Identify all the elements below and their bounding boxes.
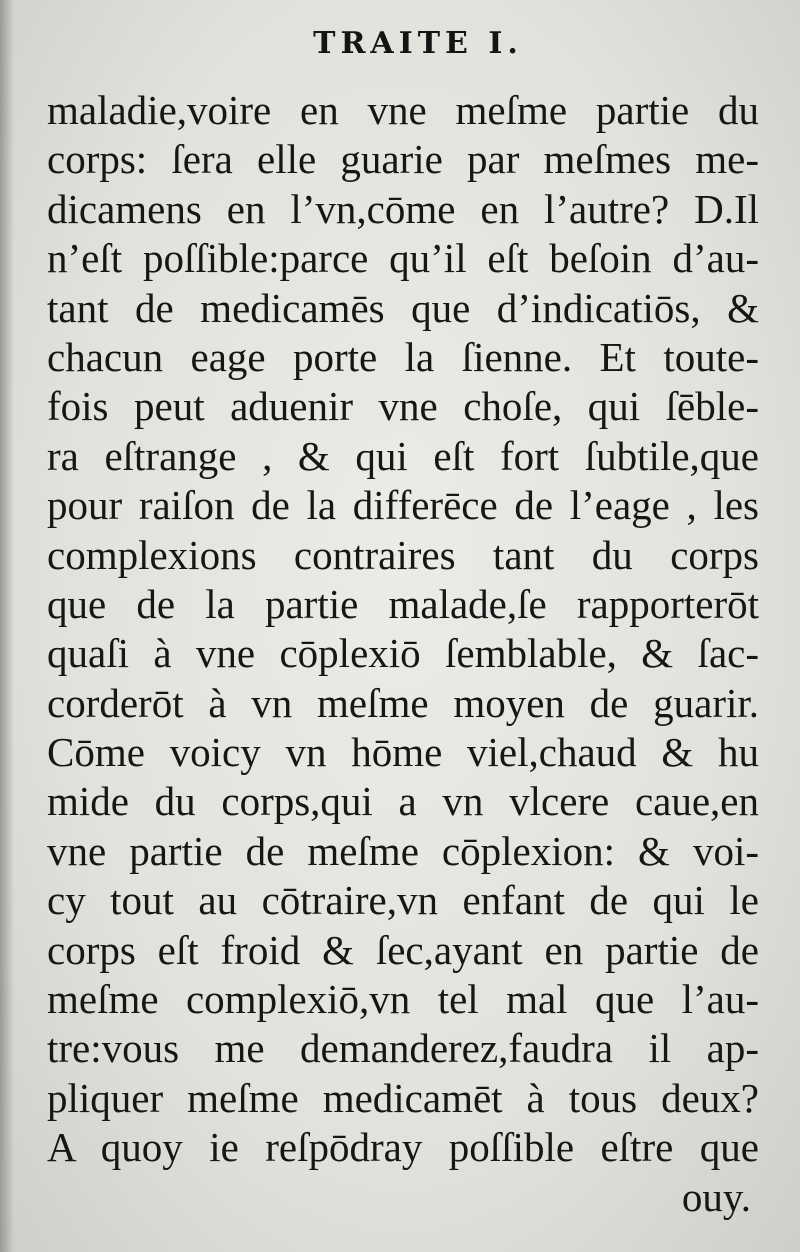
text-line: ra eſtrange , & qui eſt fort ſubtile,que xyxy=(47,432,759,479)
text-line: n’eſt poſſible:parce qu’il eſt beſoin d’au- xyxy=(47,235,759,282)
text-line: mide du corps,qui a vn vlcere caue,en xyxy=(47,778,759,825)
text-line: pliquer meſme medicamēt à tous deux? xyxy=(47,1074,759,1121)
text-line: complexions contraires tant du corps xyxy=(47,531,759,578)
text-line: tre:vous me demanderez,faudra il ap- xyxy=(47,1025,759,1072)
text-line: maladie,voire en vne meſme partie du xyxy=(47,87,759,133)
body-text xyxy=(47,86,759,1222)
text-line: tant de medicamēs que d’indicatiōs, & xyxy=(47,284,759,331)
text-line-final: ouy. xyxy=(681,1173,751,1220)
text-line: corps eſt froid & ſec,ayant en partie de xyxy=(47,926,759,973)
text-line: corderōt à vn meſme moyen de guarir. xyxy=(47,679,759,726)
text-line: vne partie de meſme cōplexion: & voi- xyxy=(47,827,759,874)
text-line: Cōme voicy vn hōme viel,chaud & hu xyxy=(47,729,759,776)
text-line: cy tout au cōtraire,vn enfant de qui le xyxy=(47,877,759,924)
text-line: A quoy ie reſpōdray poſſible eſtre que xyxy=(47,1124,759,1171)
text-line: pour raiſon de la differēce de l’eage , les xyxy=(47,482,759,529)
running-head: TRAITE I. xyxy=(313,26,523,61)
text-line: que de la partie malade,ſe rapporterōt xyxy=(47,580,759,627)
text-line: quaſi à vne cōplexiō ſemblable, & ſac- xyxy=(47,630,759,677)
text-line: fois peut aduenir vne choſe, qui ſēble- xyxy=(47,383,759,430)
page-gutter-shadow xyxy=(0,0,14,1252)
text-line: dicamens en l’vn,cōme en l’autre? D.Il xyxy=(47,185,759,232)
text-line: corps: ſera elle guarie par meſmes me- xyxy=(47,136,759,183)
text-line: chacun eage porte la ſienne. Et toute- xyxy=(47,333,759,380)
text-line: meſme complexiō,vn tel mal que l’au- xyxy=(47,976,759,1023)
